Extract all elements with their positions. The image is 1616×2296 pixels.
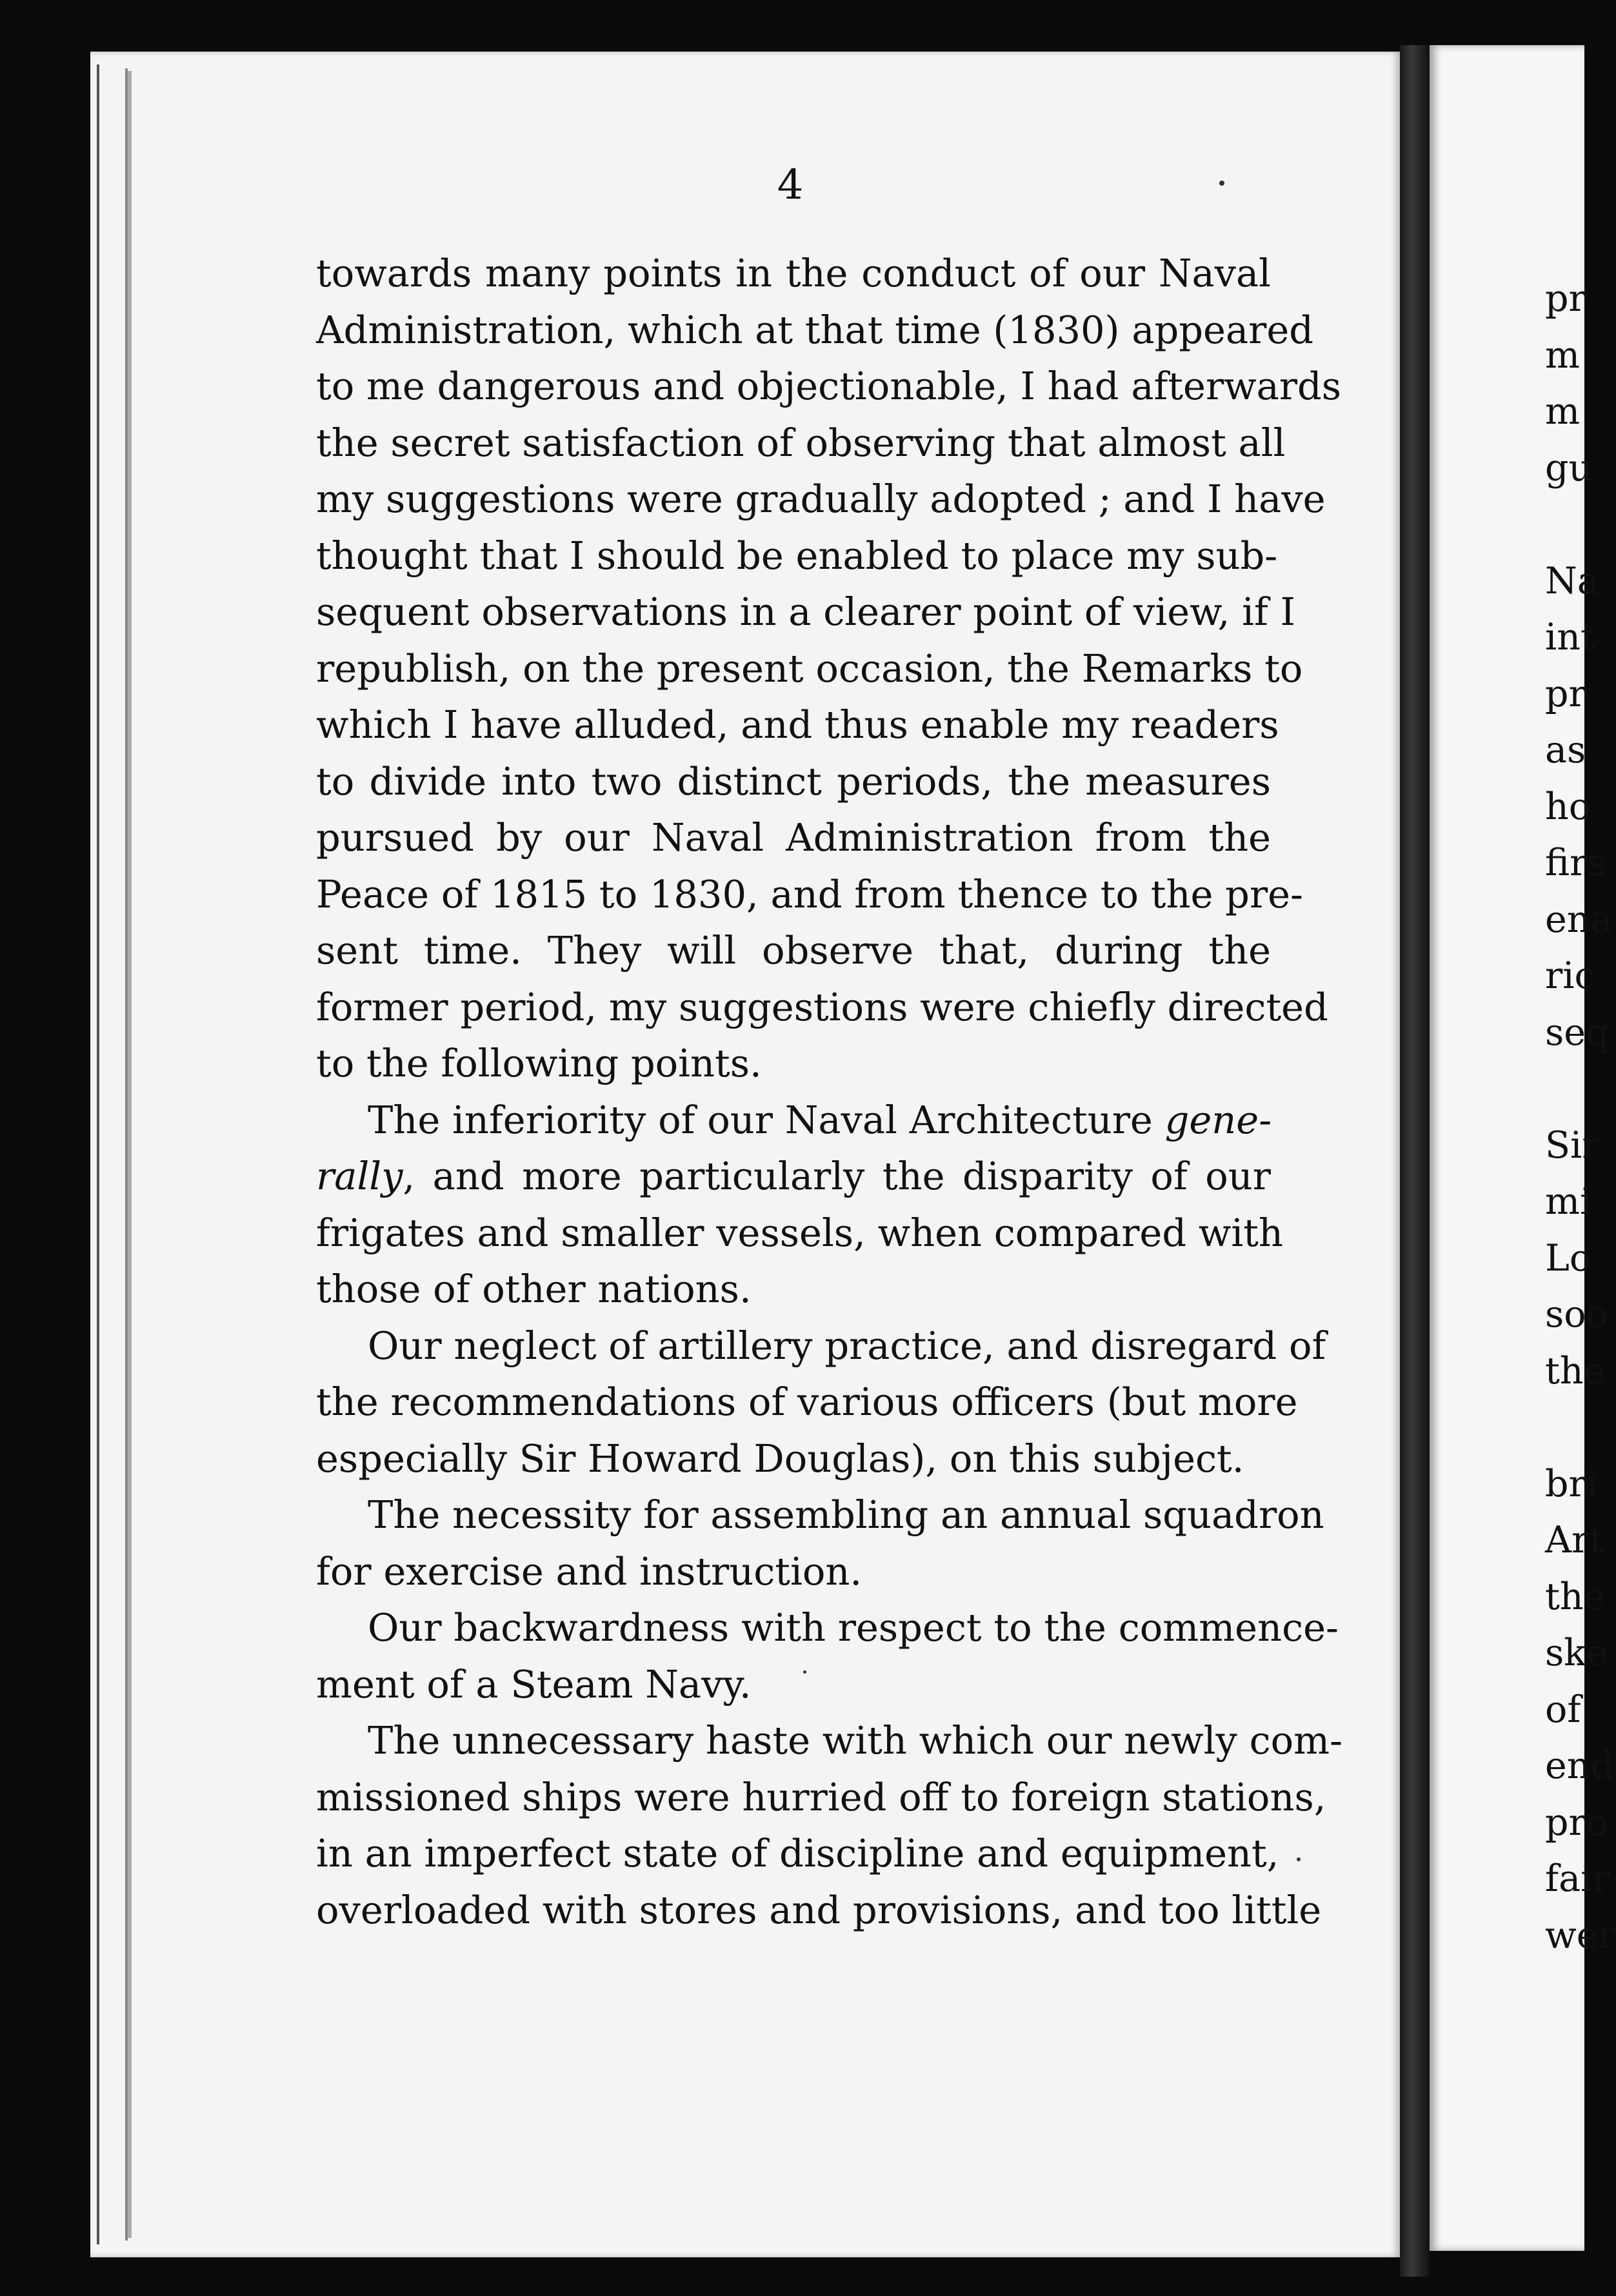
- text-line: to me dangerous and objectionable, I had afterwards: [316, 364, 1342, 408]
- text-line: thought that I should be enabled to place my sub-: [316, 533, 1278, 578]
- fragment: firs: [1545, 842, 1606, 884]
- text-line: rally, and more particularly the disparity of our: [316, 1154, 1271, 1198]
- fragment: pro: [1545, 1801, 1609, 1844]
- fragment: ena: [1545, 898, 1613, 941]
- fragment: bri: [1545, 1462, 1598, 1505]
- book-gutter: [1400, 45, 1430, 2277]
- text-line: republish, on the present occasion, the Remarks to: [316, 646, 1303, 691]
- text-line: frigates and smaller vessels, when compared with: [316, 1210, 1283, 1255]
- fragment: m: [1545, 390, 1581, 433]
- text-line: former period, my suggestions were chiefly directed: [316, 984, 1328, 1029]
- text-line: Our backwardness with respect to the commence-: [368, 1605, 1339, 1650]
- text-line: in an imperfect state of discipline and equipment,: [316, 1831, 1279, 1875]
- fragment: fair: [1545, 1857, 1610, 1900]
- fragment: soo: [1545, 1293, 1608, 1336]
- fragment: wer: [1545, 1914, 1616, 1957]
- text-line: Administration, which at that time (1830) appeared: [316, 307, 1314, 352]
- fragment: as: [1545, 729, 1586, 771]
- text-line: The unnecessary haste with which our newly com-: [368, 1718, 1343, 1763]
- text-line: missioned ships were hurried off to foreign stations,: [316, 1774, 1326, 1819]
- text-line: Peace of 1815 to 1830, and from thence to the pre-: [316, 871, 1303, 916]
- fragment: Sir: [1545, 1123, 1600, 1167]
- scan-speck: [1297, 1857, 1301, 1861]
- fragment: int: [1545, 616, 1595, 658]
- text-line: ment of a Steam Navy.: [316, 1661, 752, 1707]
- fragment: m: [1545, 333, 1581, 377]
- fragment: mi: [1545, 1180, 1592, 1223]
- text-line: towards many points in the conduct of our Naval: [316, 251, 1271, 295]
- text-line: to the following points.: [316, 1041, 762, 1085]
- text-line: sent time. They will observe that, during the: [316, 928, 1271, 973]
- scan-speck: [803, 1670, 806, 1674]
- fragment: Lo: [1545, 1236, 1592, 1280]
- text-line: sequent observations in a clearer point of view, if I: [316, 589, 1295, 634]
- text-line: those of other nations.: [316, 1267, 752, 1311]
- text-line: The inferiority of our Naval Architecture gene-: [368, 1097, 1272, 1142]
- fragment: pr: [1545, 277, 1586, 320]
- fragment: Na: [1545, 559, 1599, 602]
- text-line: pursued by our Naval Administration from the: [316, 815, 1271, 860]
- text-line: which I have alluded, and thus enable my readers: [316, 702, 1279, 747]
- fragment: of: [1545, 1688, 1581, 1731]
- text-line: especially Sir Howard Douglas), on this subject.: [316, 1436, 1244, 1481]
- fragment: seq: [1545, 1011, 1610, 1054]
- fragment: the: [1545, 1349, 1606, 1392]
- text-line: the recommendations of various officers (but more: [316, 1380, 1298, 1424]
- text-line: to divide into two distinct periods, the measures: [316, 758, 1271, 804]
- scan-speck: [1219, 181, 1224, 186]
- text-line: overloaded with stores and provisions, and too little: [316, 1887, 1322, 1932]
- fragment: ske: [1545, 1632, 1608, 1674]
- fragment: Art: [1545, 1519, 1604, 1561]
- page-text: [316, 245, 1343, 1938]
- fragment: ho: [1545, 785, 1591, 828]
- text-line: Our neglect of artillery practice, and disregard of: [368, 1323, 1326, 1368]
- text-line: The necessity for assembling an annual squadron: [368, 1492, 1324, 1537]
- fragment: pr: [1545, 672, 1586, 715]
- fragment: the: [1545, 1575, 1606, 1618]
- facing-page-text-fragments: [1545, 271, 1616, 1964]
- text-line: for exercise and instruction.: [316, 1549, 863, 1594]
- text-line: the secret satisfaction of observing that almost all: [316, 420, 1286, 465]
- page-edges: [97, 64, 125, 2244]
- fragment: gu: [1545, 446, 1593, 490]
- fragment: end: [1545, 1745, 1614, 1787]
- fragment: ric: [1545, 955, 1595, 997]
- text-line: my suggestions were gradually adopted ; and I have: [316, 477, 1326, 521]
- page-number: 4: [777, 161, 804, 209]
